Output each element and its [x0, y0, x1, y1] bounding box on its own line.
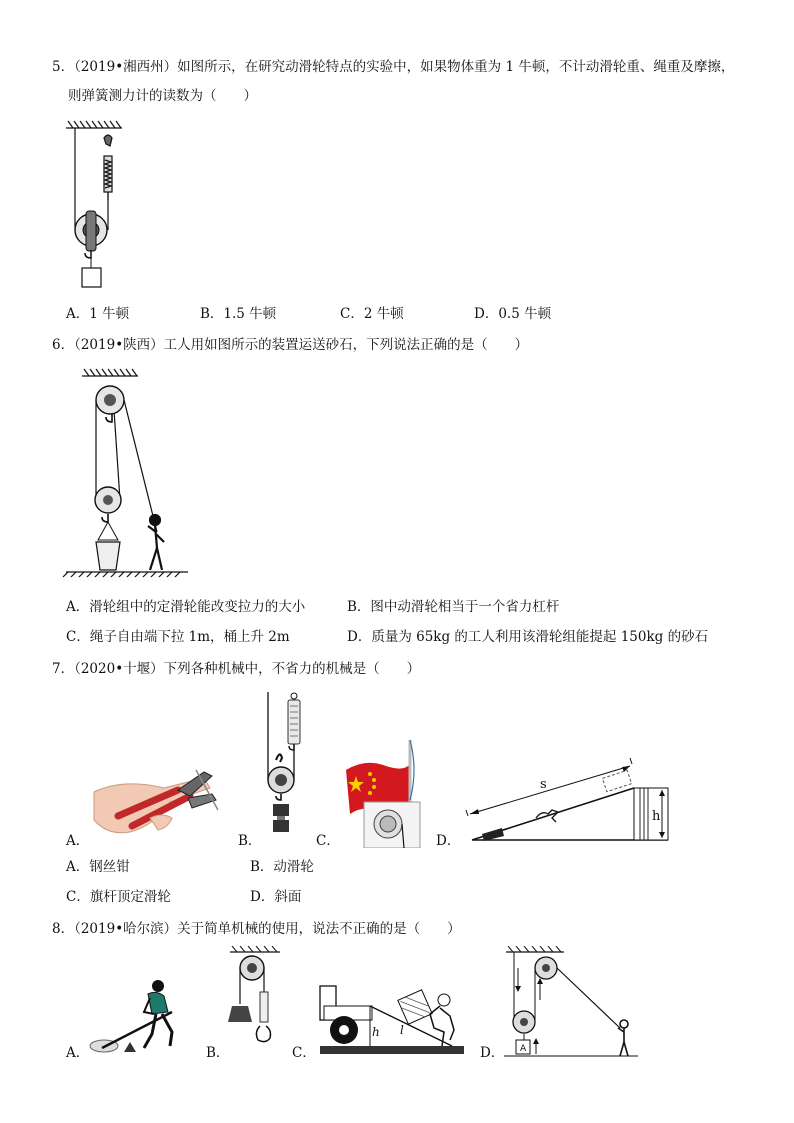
q7-flagpole-figure: [340, 736, 428, 848]
q7-option-a[interactable]: A．钢丝钳: [66, 859, 130, 875]
ramp-length-label: l: [400, 1023, 404, 1037]
q7-fig-label-b: B．: [238, 833, 262, 849]
q7-option-d[interactable]: D．斜面: [250, 889, 302, 905]
q8-ramp-figure: [316, 968, 468, 1058]
ramp-height-label: h: [372, 1025, 380, 1039]
q8-pulley-system-figure: [502, 946, 642, 1060]
q7-option-c[interactable]: C．旗杆顶定滑轮: [66, 889, 171, 905]
q6-stem: 6．（2019•陕西）工人用如图所示的装置运送砂石，下列说法正确的是（ ）: [52, 337, 529, 353]
q6-pulley-system-figure: [62, 366, 194, 578]
q5-stem-line2: 则弹簧测力计的读数为（ ）: [68, 88, 257, 104]
q8-stem: 8．（2019•哈尔滨）关于简单机械的使用，说法不正确的是（ ）: [52, 921, 461, 937]
q7-option-b[interactable]: B．动滑轮: [250, 859, 314, 875]
q8-crowbar-figure: [88, 978, 184, 1058]
incline-height-label: h: [652, 809, 661, 824]
q7-movable-pulley-figure: [258, 692, 308, 850]
worker-figure: [148, 515, 164, 570]
q7-fig-label-d: D．: [436, 833, 461, 849]
sand-bucket: [96, 542, 120, 570]
q5-stem-line1: 5．（2019•湘西州）如图所示，在研究动滑轮特点的实验中，如果物体重为 1 牛顿，不计动滑轮重、绳重及摩擦，: [52, 59, 735, 75]
block: [482, 828, 504, 841]
q7-incline-figure: [462, 752, 690, 848]
q5-movable-pulley-figure: [62, 118, 132, 290]
person-figure: [618, 1020, 628, 1056]
weight-block: [82, 268, 101, 287]
q6-option-c[interactable]: C．绳子自由端下拉 1m，桶上升 2m: [66, 629, 290, 645]
q7-fig-label-a: A．: [66, 833, 90, 849]
q5-option-b[interactable]: B．1.5 牛顿: [200, 306, 277, 322]
q8-fig-label-a: A．: [66, 1045, 90, 1061]
q8-fixed-pulley-figure: [226, 946, 286, 1058]
q8-fig-label-d: D．: [480, 1045, 505, 1061]
q7-pliers-figure: [88, 758, 224, 848]
q7-stem: 7．（2020•十堰）下列各种机械中，不省力的机械是（ ）: [52, 661, 421, 677]
incline-length-label: s: [540, 777, 547, 792]
q8-fig-label-b: B．: [206, 1045, 230, 1061]
q6-option-d[interactable]: D．质量为 65kg 的工人利用该滑轮组能提起 150kg 的砂石: [347, 629, 709, 645]
box-a-label: A: [520, 1044, 527, 1054]
q6-option-a[interactable]: A．滑轮组中的定滑轮能改变拉力的大小: [66, 599, 306, 615]
q5-option-a[interactable]: A．1 牛顿: [66, 306, 130, 322]
q6-option-b[interactable]: B．图中动滑轮相当于一个省力杠杆: [347, 599, 560, 615]
q5-option-c[interactable]: C．2 牛顿: [340, 306, 404, 322]
q5-option-d[interactable]: D．0.5 牛顿: [474, 306, 552, 322]
q7-fig-label-c: C．: [316, 833, 340, 849]
q8-fig-label-c: C．: [292, 1045, 316, 1061]
